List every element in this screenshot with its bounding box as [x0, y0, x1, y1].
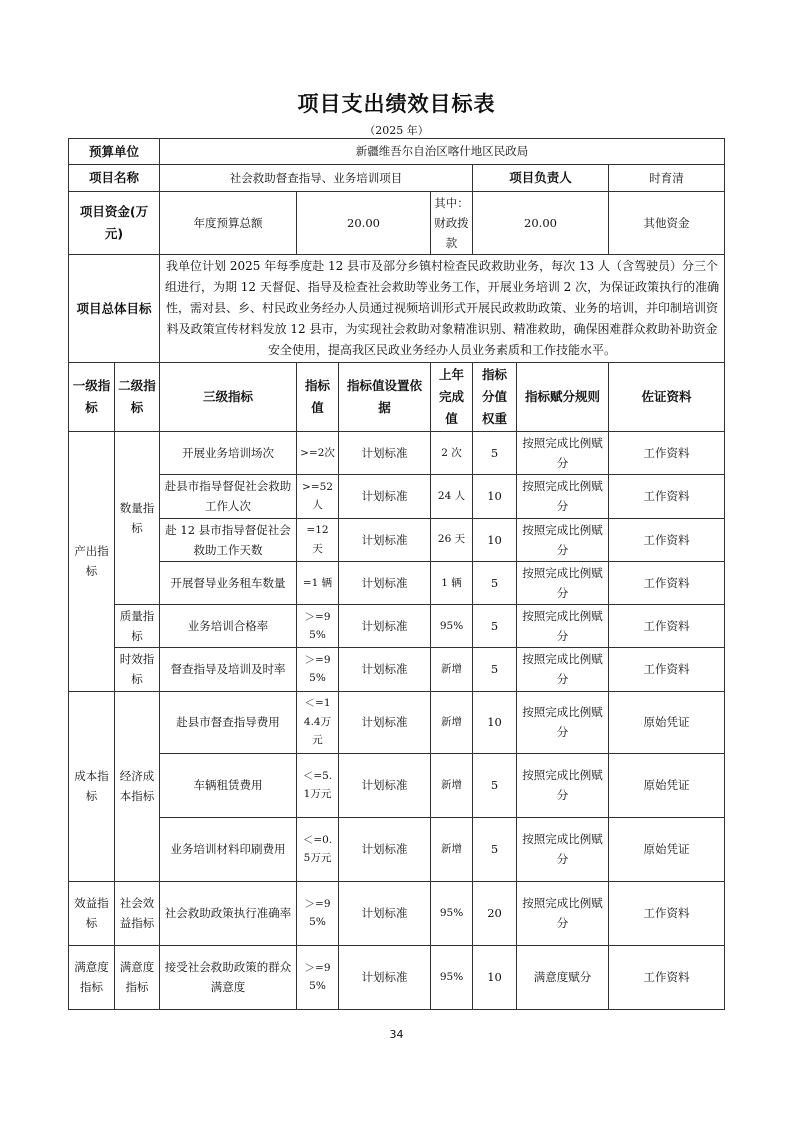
indicator-last: 2 次	[431, 432, 473, 475]
indicator-value: >=52人	[297, 475, 339, 518]
indicator-name: 赴 12 县市指导督促社会救助工作天数	[160, 518, 297, 561]
col-basis: 指标值设置依据	[339, 363, 431, 432]
fund-row	[69, 192, 725, 255]
indicator-evidence: 工作资料	[609, 605, 725, 648]
indicator-basis: 计划标准	[339, 432, 431, 475]
indicator-basis: 计划标准	[339, 561, 431, 604]
indicator-last: 新增	[431, 648, 473, 691]
indicator-basis: 计划标准	[339, 605, 431, 648]
indicator-value: ＞=95%	[297, 605, 339, 648]
table-row	[69, 817, 725, 881]
fiscal-label: 其中：财政拨款	[431, 192, 473, 255]
indicator-value: ＞=95%	[297, 881, 339, 945]
group-social: 社会效益指标	[115, 881, 160, 945]
col-weight: 指标分值权重	[473, 363, 517, 432]
group-output: 产出指标	[69, 432, 115, 692]
indicator-last: 26 天	[431, 518, 473, 561]
indicator-basis: 计划标准	[339, 648, 431, 691]
indicator-weight: 10	[473, 945, 517, 1009]
indicator-weight: 20	[473, 881, 517, 945]
indicator-last: 新增	[431, 691, 473, 753]
indicator-basis: 计划标准	[339, 691, 431, 753]
page-title: 项目支出绩效目标表	[297, 92, 496, 116]
col-evidence: 佐证资料	[609, 363, 725, 432]
indicator-weight: 5	[473, 561, 517, 604]
indicator-weight: 5	[473, 605, 517, 648]
table-row	[69, 518, 725, 561]
indicator-last: 1 辆	[431, 561, 473, 604]
indicator-basis: 计划标准	[339, 475, 431, 518]
indicator-evidence: 工作资料	[609, 432, 725, 475]
indicator-rule: 按照完成比例赋分	[517, 475, 609, 518]
fund-label: 项目资金(万元)	[69, 192, 160, 255]
indicator-evidence: 工作资料	[609, 475, 725, 518]
group-satisfaction-2: 满意度指标	[115, 945, 160, 1009]
indicator-rule: 按照完成比例赋分	[517, 881, 609, 945]
group-satisfaction: 满意度指标	[69, 945, 115, 1009]
indicator-name: 督查指导及培训及时率	[160, 648, 297, 691]
indicator-evidence: 原始凭证	[609, 753, 725, 817]
project-row	[69, 165, 725, 192]
col-last-year: 上年完成值	[431, 363, 473, 432]
indicator-weight: 5	[473, 432, 517, 475]
indicator-name: 业务培训合格率	[160, 605, 297, 648]
indicator-name: 接受社会救助政策的群众满意度	[160, 945, 297, 1009]
indicator-evidence: 原始凭证	[609, 817, 725, 881]
indicator-value: ＞=95%	[297, 945, 339, 1009]
indicator-rule: 按照完成比例赋分	[517, 518, 609, 561]
fiscal-value: 20.00	[473, 192, 609, 255]
indicator-rule: 按照完成比例赋分	[517, 648, 609, 691]
indicator-value: ＜=5.1万元	[297, 753, 339, 817]
project-value: 社会救助督查指导、业务培训项目	[160, 165, 473, 192]
indicator-name: 社会救助政策执行准确率	[160, 881, 297, 945]
indicator-evidence: 工作资料	[609, 881, 725, 945]
indicator-basis: 计划标准	[339, 945, 431, 1009]
indicator-evidence: 工作资料	[609, 945, 725, 1009]
indicator-name: 业务培训材料印刷费用	[160, 817, 297, 881]
table-row	[69, 753, 725, 817]
indicator-rule: 按照完成比例赋分	[517, 817, 609, 881]
annual-total-label: 年度预算总额	[160, 192, 297, 255]
indicator-name: 开展督导业务租车数量	[160, 561, 297, 604]
indicator-weight: 10	[473, 475, 517, 518]
group-benefit: 效益指标	[69, 881, 115, 945]
indicator-weight: 5	[473, 817, 517, 881]
indicator-rule: 按照完成比例赋分	[517, 561, 609, 604]
col-value: 指标值	[297, 363, 339, 432]
indicator-rule: 满意度赋分	[517, 945, 609, 1009]
indicator-basis: 计划标准	[339, 753, 431, 817]
column-header-row	[69, 363, 725, 432]
indicator-evidence: 工作资料	[609, 561, 725, 604]
indicator-last: 新增	[431, 753, 473, 817]
table-row	[69, 605, 725, 648]
indicator-last: 95%	[431, 945, 473, 1009]
performance-table	[68, 138, 725, 1010]
indicator-weight: 5	[473, 648, 517, 691]
table-row	[69, 432, 725, 475]
indicator-evidence: 工作资料	[609, 518, 725, 561]
col-level1: 一级指标	[69, 363, 115, 432]
group-timeliness: 时效指标	[115, 648, 160, 691]
page-number: 34	[389, 1028, 404, 1041]
indicator-basis: 计划标准	[339, 881, 431, 945]
indicator-weight: 10	[473, 691, 517, 753]
unit-row	[69, 139, 725, 165]
indicator-evidence: 工作资料	[609, 648, 725, 691]
goal-label: 项目总体目标	[69, 255, 160, 363]
col-level2: 二级指标	[115, 363, 160, 432]
table-row	[69, 881, 725, 945]
group-quantity: 数量指标	[115, 432, 160, 605]
indicator-last: 新增	[431, 817, 473, 881]
annual-total-value: 20.00	[297, 192, 431, 255]
unit-value: 新疆维吾尔自治区喀什地区民政局	[160, 139, 725, 165]
table-row	[69, 561, 725, 604]
indicator-value: =12 天	[297, 518, 339, 561]
col-level3: 三级指标	[160, 363, 297, 432]
table-row	[69, 648, 725, 691]
indicator-name: 赴县市指导督促社会救助工作人次	[160, 475, 297, 518]
indicator-value: >=2次	[297, 432, 339, 475]
indicator-name: 开展业务培训场次	[160, 432, 297, 475]
indicator-value: ＜=14.4万元	[297, 691, 339, 753]
indicator-rule: 按照完成比例赋分	[517, 432, 609, 475]
table-row	[69, 691, 725, 753]
indicator-last: 24 人	[431, 475, 473, 518]
leader-value: 时育清	[609, 165, 725, 192]
indicator-evidence: 原始凭证	[609, 691, 725, 753]
indicator-last: 95%	[431, 881, 473, 945]
leader-label: 项目负责人	[473, 165, 609, 192]
other-label: 其他资金	[609, 192, 725, 255]
indicator-weight: 5	[473, 753, 517, 817]
indicator-last: 95%	[431, 605, 473, 648]
indicator-value: ＜=0.5万元	[297, 817, 339, 881]
indicator-basis: 计划标准	[339, 817, 431, 881]
indicator-rule: 按照完成比例赋分	[517, 691, 609, 753]
indicator-basis: 计划标准	[339, 518, 431, 561]
group-quality: 质量指标	[115, 605, 160, 648]
indicator-rule: 按照完成比例赋分	[517, 605, 609, 648]
indicator-value: =1 辆	[297, 561, 339, 604]
project-label: 项目名称	[69, 165, 160, 192]
indicator-value: ＞=95%	[297, 648, 339, 691]
group-cost: 成本指标	[69, 691, 115, 881]
goal-text: 我单位计划 2025 年每季度赴 12 县市及部分乡镇村检查民政救助业务，每次 13 人（含驾驶员）分三个组进行，为期 12 天督促、指导及检查社会救助等业务工作，开展业务培训 2 次，为保证政策执行的准确性，需对县、乡、村民政业务经办人员通过视频培训形式开展民政救助政策、业务的培训，并印制培训资料及政策宣传材料发放 12 县市，为实现社会救助对象精准识别、精准救助，确保困难群众救助补助资金安全使用，提高我区民政业务经办人员业务素质和工作技能水平。	[160, 255, 725, 363]
table-row	[69, 945, 725, 1009]
indicator-weight: 10	[473, 518, 517, 561]
unit-label: 预算单位	[69, 139, 160, 165]
year-label: （2025 年）	[364, 124, 429, 137]
indicator-name: 赴县市督查指导费用	[160, 691, 297, 753]
indicator-name: 车辆租赁费用	[160, 753, 297, 817]
indicator-rule: 按照完成比例赋分	[517, 753, 609, 817]
goal-row	[69, 255, 725, 363]
col-rule: 指标赋分规则	[517, 363, 609, 432]
table-row	[69, 475, 725, 518]
group-economic: 经济成本指标	[115, 691, 160, 881]
